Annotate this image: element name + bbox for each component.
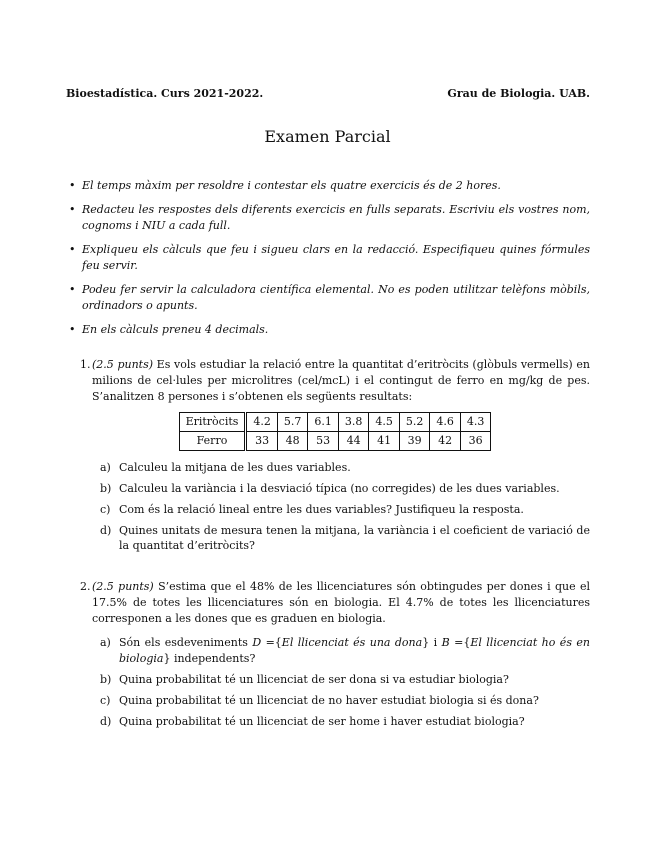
subquestion-label: b) <box>100 672 112 686</box>
problem-points: (2.5 punts) <box>92 358 154 371</box>
problem-statement <box>92 357 590 405</box>
subquestion-text: Quines unitats de mesura tenen la mitjana, la variància i el coeficient de variació de la quantitat d’eritròcits? <box>119 523 590 553</box>
variable-d: D <box>252 635 262 649</box>
subquestions-list <box>80 635 590 730</box>
instruction-item: • En els càlculs preneu 4 decimals. <box>82 322 590 338</box>
subquestion <box>100 672 590 688</box>
table-cell: 41 <box>369 431 400 450</box>
subquestion-text <box>119 636 590 665</box>
table-cell: 5.7 <box>277 412 308 431</box>
subquestion <box>100 502 590 518</box>
subquestion-text: Com és la relació lineal entre les dues variables? Justifiqueu la resposta. <box>119 502 524 516</box>
row-label: Ferro <box>179 431 246 450</box>
table-cell: 6.1 <box>308 412 339 431</box>
subquestion <box>100 693 590 709</box>
text-fragment: } i <box>422 635 442 649</box>
subquestion-label: d) <box>100 523 112 537</box>
table-cell: 44 <box>338 431 369 450</box>
table-row <box>179 412 491 431</box>
problem-2 <box>80 579 590 735</box>
table-cell: 48 <box>277 431 308 450</box>
subquestion-label: a) <box>100 460 111 474</box>
subquestion <box>100 523 590 555</box>
table-cell: 4.3 <box>460 412 491 431</box>
subquestion <box>100 714 590 730</box>
subquestion-label: c) <box>100 502 111 516</box>
instruction-item: • Expliqueu els càlculs que feu i sigueu clars en la redacció. Especifiqueu quines fórmules feu servir. <box>82 242 590 274</box>
subquestion-label: b) <box>100 481 112 495</box>
table-cell: 3.8 <box>338 412 369 431</box>
table-cell: 4.2 <box>246 412 278 431</box>
problem-text: S’estima que el 48% de les llicenciatures són obtingudes per dones i que el 17.5% de totes les llicenciatures són en biologia. El 4.7% de totes les llicenciatures corresponen a les dones que es graduen en biologia. <box>92 580 590 625</box>
event-b: El llicenciat ho és en biologia <box>119 635 590 665</box>
table-cell: 36 <box>460 431 491 450</box>
variable-b: B <box>441 635 450 649</box>
subquestion-text: Calculeu la mitjana de les dues variables. <box>119 460 351 474</box>
problem-1 <box>80 357 590 559</box>
subquestion-label: d) <box>100 714 112 728</box>
instruction-item: • El temps màxim per resoldre i contestar els quatre exercicis és de 2 hores. <box>82 178 590 194</box>
subquestion <box>100 481 590 497</box>
subquestion-text: Quina probabilitat té un llicenciat de ser home i haver estudiat biologia? <box>119 714 525 728</box>
table-cell: 42 <box>430 431 461 450</box>
subquestion <box>100 635 590 667</box>
table-cell: 5.2 <box>399 412 430 431</box>
table-cell: 39 <box>399 431 430 450</box>
problem-number: 1. <box>80 358 91 371</box>
table-cell: 53 <box>308 431 339 450</box>
table-row <box>179 431 491 450</box>
text-fragment: ={ <box>261 635 282 649</box>
problem-statement <box>92 579 590 627</box>
page-title: Examen Parcial <box>264 127 391 146</box>
row-label: Eritròcits <box>179 412 246 431</box>
text-fragment: } independents? <box>163 651 256 665</box>
table-cell: 4.5 <box>369 412 400 431</box>
instruction-item: • Podeu fer servir la calculadora científica elemental. No es poden utilitzar telèfons mòbils, ordinadors o apunts. <box>82 282 590 314</box>
table-cell: 4.6 <box>430 412 461 431</box>
subquestion-text: Calculeu la variància i la desviació típica (no corregides) de les dues variables. <box>119 481 560 495</box>
problem-number: 2. <box>80 580 91 593</box>
instructions-list <box>82 178 590 346</box>
event-d: El llicenciat és una dona <box>281 635 423 649</box>
subquestion-text: Quina probabilitat té un llicenciat de no haver estudiat biologia si és dona? <box>119 693 539 707</box>
page-header <box>66 86 590 102</box>
text-fragment: Són els esdeveniments <box>119 635 253 649</box>
subquestion <box>100 460 590 476</box>
data-table <box>179 412 492 451</box>
subquestions-list <box>80 460 590 555</box>
problem-text: Es vols estudiar la relació entre la quantitat d’eritròcits (glòbuls vermells) en milions de cel·lules per microlitres (cel/mcL) i el contingut de ferro en mg/kg de pes. S’analitzen 8 persones i s’obtenen els següents resultats: <box>92 358 590 403</box>
instruction-item: • Redacteu les respostes dels diferents exercicis en fulls separats. Escriviu els vostres nom, cognoms i NIU a cada full. <box>82 202 590 234</box>
problem-points: (2.5 punts) <box>92 580 154 593</box>
table-cell: 33 <box>246 431 278 450</box>
course-label: Bioestadística. Curs 2021-2022. <box>66 87 264 100</box>
text-fragment: ={ <box>449 635 471 649</box>
degree-label: Grau de Biologia. UAB. <box>447 87 590 100</box>
subquestion-label: a) <box>100 635 111 649</box>
subquestion-text: Quina probabilitat té un llicenciat de ser dona si va estudiar biologia? <box>119 672 509 686</box>
subquestion-label: c) <box>100 693 111 707</box>
